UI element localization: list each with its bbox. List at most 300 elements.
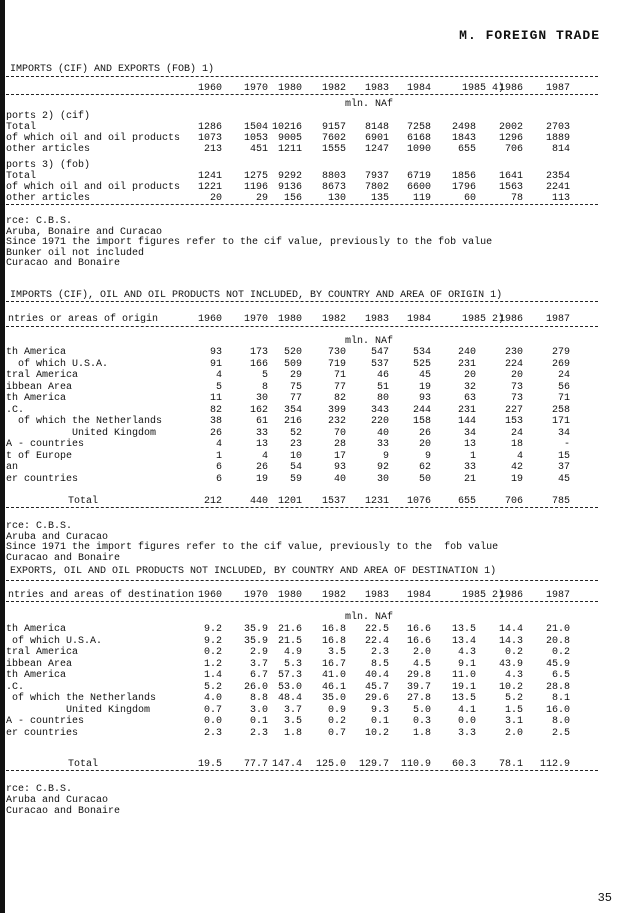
year-header: 1987 xyxy=(545,83,570,94)
table-cell: 9005 xyxy=(277,133,302,144)
table-cell: 227 xyxy=(504,404,523,416)
total-cell: 212 xyxy=(203,496,222,507)
table-cell: 33 xyxy=(463,462,476,473)
footnote: Since 1971 the import figures refer to the cif value, previously to the fob value xyxy=(6,542,499,553)
table-cell: 39.7 xyxy=(406,681,431,693)
table-cell: 706 xyxy=(504,144,523,155)
table-cell: 2498 xyxy=(451,122,476,133)
table-cell: 9.2 xyxy=(203,624,222,635)
table-cell: 279 xyxy=(551,347,570,358)
table-cell: 60 xyxy=(463,193,476,204)
table-cell: 26 xyxy=(209,427,222,439)
table-cell: 0.7 xyxy=(203,704,222,716)
table-cell: 8.0 xyxy=(551,716,570,727)
table-cell: 21 xyxy=(463,473,476,485)
table-cell: 451 xyxy=(249,144,268,155)
table-cell: 0.9 xyxy=(327,704,346,716)
table-cell: 19 xyxy=(418,381,431,393)
table-cell: 5 xyxy=(215,381,222,393)
table-cell: 3.5 xyxy=(283,716,302,727)
table-cell: 10216 xyxy=(271,122,302,133)
table-cell: 57.3 xyxy=(277,670,302,681)
footnote: Curacao and Bonaire xyxy=(6,552,121,564)
table-cell: 6.7 xyxy=(249,670,268,681)
table-cell: 29 xyxy=(289,370,302,381)
row-label: of which oil and oil products xyxy=(6,133,181,144)
table-cell: 719 xyxy=(327,358,346,370)
table-cell: 5 xyxy=(261,370,268,381)
table-title: IMPORTS (CIF) AND EXPORTS (FOB) 1) xyxy=(10,64,215,75)
row-label: th America xyxy=(6,624,67,635)
table-title: EXPORTS, OIL AND OIL PRODUCTS NOT INCLUDED, BY COUNTRY AND AREA OF DESTINATION 1) xyxy=(10,566,497,577)
table-cell: 71 xyxy=(557,393,570,404)
row-label: A - countries xyxy=(6,439,85,450)
dashed-rule xyxy=(6,580,598,581)
table-cell: 213 xyxy=(203,144,222,155)
table-cell: 2.5 xyxy=(551,727,570,739)
table-cell: 41.0 xyxy=(321,670,346,681)
table-cell: 26 xyxy=(418,427,431,439)
table-cell: 1843 xyxy=(451,133,476,144)
row-label: Total xyxy=(6,171,37,182)
table-cell: 8148 xyxy=(364,122,389,133)
table-cell: 28 xyxy=(333,439,346,450)
year-header: 1984 xyxy=(406,83,431,94)
table-cell: 1090 xyxy=(406,144,431,155)
table-cell: 130 xyxy=(327,193,346,204)
year-header: 1980 xyxy=(277,83,302,94)
table-cell: 3.3 xyxy=(457,727,476,739)
total-cell: 125.0 xyxy=(315,759,346,770)
row-label: ports 3) (fob) xyxy=(6,160,91,171)
table-cell: 53.0 xyxy=(277,681,302,693)
table-cell: 48.4 xyxy=(277,693,302,704)
row-label: United Kingdom xyxy=(6,427,157,439)
table-cell: 32 xyxy=(463,381,476,393)
year-header: 1984 xyxy=(406,590,431,601)
table-cell: 7258 xyxy=(406,122,431,133)
table-cell: 354 xyxy=(283,404,302,416)
table-cell: - xyxy=(563,439,570,450)
table-cell: 4.3 xyxy=(504,670,523,681)
table-cell: 4 xyxy=(215,370,222,381)
table-cell: 0.2 xyxy=(203,647,222,658)
table-cell: 19 xyxy=(255,473,268,485)
table-cell: 1.8 xyxy=(283,727,302,739)
table-cell: 29.6 xyxy=(364,693,389,704)
footnote: Since 1971 the import figures refer to the cif value, previously to the fob value xyxy=(6,237,493,248)
table-cell: 62 xyxy=(418,462,431,473)
table-cell: 162 xyxy=(249,404,268,416)
year-header: 1982 xyxy=(321,83,346,94)
table-cell: 20 xyxy=(510,370,523,381)
scan-binding-edge xyxy=(0,0,5,913)
footnote: Aruba and Curacao xyxy=(6,795,109,806)
table-cell: 73 xyxy=(510,393,523,404)
table-cell: 2241 xyxy=(545,182,570,193)
table-cell: 77 xyxy=(333,381,346,393)
table-cell: 34 xyxy=(557,427,570,439)
table-cell: 1796 xyxy=(451,182,476,193)
total-cell: 1231 xyxy=(364,496,389,507)
row-label: other articles xyxy=(6,144,91,155)
table-cell: 3.7 xyxy=(283,704,302,716)
table-cell: 45.7 xyxy=(364,681,389,693)
table-cell: 8.5 xyxy=(370,658,389,670)
table-cell: 15 xyxy=(557,450,570,462)
table-cell: 0.3 xyxy=(412,716,431,727)
unit-label: mln. NAf xyxy=(345,99,394,110)
table-cell: 35.9 xyxy=(243,624,268,635)
row-label: A - countries xyxy=(6,716,85,727)
table-cell: 92 xyxy=(376,462,389,473)
total-cell: 147.4 xyxy=(271,759,302,770)
table-cell: 45 xyxy=(557,473,570,485)
table-cell: 46 xyxy=(376,370,389,381)
table-cell: 21.5 xyxy=(277,635,302,647)
table-cell: 35.0 xyxy=(321,693,346,704)
footnote: Bunker oil not included xyxy=(6,247,145,259)
table-cell: 50 xyxy=(418,473,431,485)
total-cell: 1201 xyxy=(277,496,302,507)
table-cell: 21.6 xyxy=(277,624,302,635)
table-cell: 0.0 xyxy=(203,716,222,727)
year-header: 1987 xyxy=(545,590,570,601)
year-header: 1982 xyxy=(321,590,346,601)
table-cell: 2.9 xyxy=(249,647,268,658)
table-cell: 1563 xyxy=(498,182,523,193)
table-cell: 20 xyxy=(463,370,476,381)
table-cell: 525 xyxy=(412,358,431,370)
table-cell: 14.4 xyxy=(498,624,523,635)
unit-label: mln. NAf xyxy=(345,612,394,623)
table-cell: 20 xyxy=(418,439,431,450)
table-cell: 29 xyxy=(255,193,268,204)
table-cell: 16.8 xyxy=(321,635,346,647)
table-cell: 19 xyxy=(510,473,523,485)
table-cell: 4.3 xyxy=(457,647,476,658)
table-cell: 3.0 xyxy=(249,704,268,716)
table-cell: 2002 xyxy=(498,122,523,133)
table-cell: 2.0 xyxy=(504,727,523,739)
table-cell: 13.5 xyxy=(451,624,476,635)
table-cell: 1.4 xyxy=(203,670,222,681)
table-cell: 9.2 xyxy=(203,635,222,647)
table-cell: 1211 xyxy=(277,144,302,155)
table-cell: 16.8 xyxy=(321,624,346,635)
table-cell: 7937 xyxy=(364,171,389,182)
table-cell: 1073 xyxy=(197,133,222,144)
table-cell: 1296 xyxy=(498,133,523,144)
table-cell: 28.8 xyxy=(545,681,570,693)
page-number: 35 xyxy=(597,891,612,905)
table-cell: 6.5 xyxy=(551,670,570,681)
dashed-rule xyxy=(6,204,598,205)
year-header: 1987 xyxy=(545,314,570,325)
table-cell: 1286 xyxy=(197,122,222,133)
row-label: ports 2) (cif) xyxy=(6,111,91,122)
table-cell: 231 xyxy=(457,358,476,370)
total-cell: 77.7 xyxy=(243,759,268,770)
row-label: Total xyxy=(6,122,37,133)
table-cell: 6 xyxy=(215,473,222,485)
table-cell: 70 xyxy=(333,427,346,439)
row-label: of which U.S.A. xyxy=(6,635,103,647)
table-cell: 93 xyxy=(333,462,346,473)
table-cell: 5.2 xyxy=(504,693,523,704)
row-label: er countries xyxy=(6,473,79,485)
table-cell: 26 xyxy=(255,462,268,473)
table-cell: 153 xyxy=(504,416,523,427)
table-cell: 61 xyxy=(255,416,268,427)
table-cell: 52 xyxy=(289,427,302,439)
table-cell: 520 xyxy=(283,347,302,358)
table-cell: 8673 xyxy=(321,182,346,193)
table-cell: 37 xyxy=(557,462,570,473)
table-cell: 1275 xyxy=(243,171,268,182)
table-cell: 9 xyxy=(424,450,431,462)
footnote: rce: C.B.S. xyxy=(6,216,73,227)
year-header: 1970 xyxy=(243,590,268,601)
table-cell: 21.0 xyxy=(545,624,570,635)
year-header: 1983 xyxy=(364,590,389,601)
table-cell: 8.8 xyxy=(249,693,268,704)
year-header: 1984 xyxy=(406,314,431,325)
total-cell: 785 xyxy=(551,496,570,507)
dashed-rule xyxy=(6,770,598,771)
table-cell: 5.3 xyxy=(283,658,302,670)
table-cell: 1 xyxy=(215,450,222,462)
year-header: 1980 xyxy=(277,314,302,325)
table-cell: 29.8 xyxy=(406,670,431,681)
table-cell: 82 xyxy=(333,393,346,404)
table-cell: 93 xyxy=(418,393,431,404)
table-cell: 2.3 xyxy=(370,647,389,658)
year-header: 1986 xyxy=(498,314,523,325)
total-cell: 1537 xyxy=(321,496,346,507)
dashed-rule xyxy=(6,76,598,77)
table-cell: 14.3 xyxy=(498,635,523,647)
total-cell: 655 xyxy=(457,496,476,507)
table-cell: 13.5 xyxy=(451,693,476,704)
table-cell: 40 xyxy=(376,427,389,439)
table-cell: 10.2 xyxy=(498,681,523,693)
table-cell: 3.5 xyxy=(327,647,346,658)
table-cell: 13.4 xyxy=(451,635,476,647)
table-cell: 244 xyxy=(412,404,431,416)
table-cell: 0.7 xyxy=(327,727,346,739)
table-cell: 20.8 xyxy=(545,635,570,647)
row-label: th America xyxy=(6,393,67,404)
table-cell: 216 xyxy=(283,416,302,427)
stub-header: ntries or areas of origin xyxy=(8,314,159,325)
table-cell: 1.8 xyxy=(412,727,431,739)
footnote: Curacao and Bonaire xyxy=(6,806,121,817)
table-cell: 537 xyxy=(370,358,389,370)
table-cell: 13 xyxy=(463,439,476,450)
total-cell: 60.3 xyxy=(451,759,476,770)
table-cell: 2.3 xyxy=(203,727,222,739)
table-cell: 33 xyxy=(376,439,389,450)
table-cell: 24 xyxy=(557,370,570,381)
row-label: tral America xyxy=(6,647,79,658)
table-cell: 230 xyxy=(504,347,523,358)
table-cell: 1.5 xyxy=(504,704,523,716)
table-cell: 80 xyxy=(376,393,389,404)
table-cell: 78 xyxy=(510,193,523,204)
table-cell: 2.0 xyxy=(412,647,431,658)
table-cell: 8 xyxy=(261,381,268,393)
table-cell: 7602 xyxy=(321,133,346,144)
table-cell: 40.4 xyxy=(364,670,389,681)
table-cell: 1889 xyxy=(545,133,570,144)
row-label: an xyxy=(6,462,19,473)
total-cell: 112.9 xyxy=(539,759,570,770)
table-cell: 6600 xyxy=(406,182,431,193)
dashed-rule xyxy=(6,601,598,602)
footnote: Curacao and Bonaire xyxy=(6,258,121,269)
table-cell: 1555 xyxy=(321,144,346,155)
table-cell: 9 xyxy=(382,450,389,462)
table-cell: 6168 xyxy=(406,133,431,144)
year-header: 1985 4) xyxy=(461,83,504,94)
table-cell: 1053 xyxy=(243,133,268,144)
footnote: Aruba, Bonaire and Curacao xyxy=(6,226,163,238)
table-cell: 34 xyxy=(463,427,476,439)
table-cell: 10.2 xyxy=(364,727,389,739)
year-header: 1960 xyxy=(197,590,222,601)
year-header: 1985 2) xyxy=(461,590,504,601)
table-cell: 240 xyxy=(457,347,476,358)
table-cell: 655 xyxy=(457,144,476,155)
table-cell: 814 xyxy=(551,144,570,155)
table-cell: 232 xyxy=(327,416,346,427)
total-label: Total xyxy=(68,496,99,507)
year-header: 1960 xyxy=(197,83,222,94)
table-cell: 82 xyxy=(209,404,222,416)
table-cell: 59 xyxy=(289,473,302,485)
table-cell: 4.9 xyxy=(283,647,302,658)
table-cell: 1 xyxy=(469,450,476,462)
table-cell: 6 xyxy=(215,462,222,473)
table-cell: 11 xyxy=(209,393,222,404)
table-cell: 1241 xyxy=(197,171,222,182)
table-cell: 9157 xyxy=(321,122,346,133)
table-cell: 0.0 xyxy=(457,716,476,727)
total-cell: 19.5 xyxy=(197,759,222,770)
table-cell: 1247 xyxy=(364,144,389,155)
table-cell: 27.8 xyxy=(406,693,431,704)
table-title: IMPORTS (CIF), OIL AND OIL PRODUCTS NOT INCLUDED, BY COUNTRY AND AREA OF ORIGIN 1) xyxy=(10,290,503,301)
table-cell: 22.5 xyxy=(364,624,389,635)
row-label: of which oil and oil products xyxy=(6,182,181,193)
total-cell: 440 xyxy=(249,496,268,507)
table-cell: 19.1 xyxy=(451,681,476,693)
year-header: 1980 xyxy=(277,590,302,601)
table-cell: 24 xyxy=(510,427,523,439)
table-cell: 1.2 xyxy=(203,658,222,670)
table-cell: 343 xyxy=(370,404,389,416)
table-cell: 11.0 xyxy=(451,670,476,681)
table-cell: 220 xyxy=(370,416,389,427)
table-cell: 0.1 xyxy=(249,716,268,727)
table-cell: 534 xyxy=(412,347,431,358)
total-cell: 78.1 xyxy=(498,759,523,770)
table-cell: 4.0 xyxy=(203,693,222,704)
dashed-rule xyxy=(6,94,598,95)
table-cell: 171 xyxy=(551,416,570,427)
table-cell: 231 xyxy=(457,404,476,416)
dashed-rule xyxy=(6,507,598,508)
total-cell: 110.9 xyxy=(400,759,431,770)
table-cell: 35.9 xyxy=(243,635,268,647)
table-cell: 56 xyxy=(557,381,570,393)
table-cell: 16.6 xyxy=(406,624,431,635)
table-cell: 6901 xyxy=(364,133,389,144)
row-label: th America xyxy=(6,670,67,681)
table-cell: 75 xyxy=(289,381,302,393)
table-cell: 8.1 xyxy=(551,693,570,704)
table-cell: 1221 xyxy=(197,182,222,193)
unit-label: mln. NAf xyxy=(345,336,394,347)
table-cell: 8803 xyxy=(321,171,346,182)
table-cell: 3.7 xyxy=(249,658,268,670)
table-cell: 509 xyxy=(283,358,302,370)
table-cell: 258 xyxy=(551,404,570,416)
row-label: of which the Netherlands xyxy=(6,416,163,427)
table-cell: 26.0 xyxy=(243,681,268,693)
table-cell: 0.1 xyxy=(370,716,389,727)
table-cell: 1504 xyxy=(243,122,268,133)
table-cell: 42 xyxy=(510,462,523,473)
table-cell: 45.9 xyxy=(545,658,570,670)
row-label: th America xyxy=(6,347,67,358)
table-cell: 6719 xyxy=(406,171,431,182)
table-cell: 547 xyxy=(370,347,389,358)
table-cell: 173 xyxy=(249,347,268,358)
row-label: other articles xyxy=(6,193,91,204)
table-cell: 91 xyxy=(209,358,222,370)
table-cell: 43.9 xyxy=(498,658,523,670)
table-cell: 51 xyxy=(376,381,389,393)
section-header: M. FOREIGN TRADE xyxy=(459,28,600,43)
table-cell: 5.2 xyxy=(203,681,222,693)
table-cell: 166 xyxy=(249,358,268,370)
table-cell: 46.1 xyxy=(321,681,346,693)
table-cell: 0.2 xyxy=(504,647,523,658)
footnote: rce: C.B.S. xyxy=(6,784,73,795)
row-label: t of Europe xyxy=(6,450,73,462)
table-cell: 3.1 xyxy=(504,716,523,727)
dashed-rule xyxy=(6,326,598,327)
year-header: 1983 xyxy=(364,83,389,94)
table-cell: 33 xyxy=(255,427,268,439)
table-cell: 113 xyxy=(551,193,570,204)
table-cell: 2354 xyxy=(545,171,570,182)
table-cell: 399 xyxy=(327,404,346,416)
year-header: 1970 xyxy=(243,83,268,94)
table-cell: 45 xyxy=(418,370,431,381)
table-cell: 22.4 xyxy=(364,635,389,647)
row-label: of which U.S.A. xyxy=(6,358,109,370)
table-cell: 38 xyxy=(209,416,222,427)
year-header: 1970 xyxy=(243,314,268,325)
table-cell: 4 xyxy=(261,450,268,462)
table-cell: 30 xyxy=(376,473,389,485)
table-cell: 16.0 xyxy=(545,704,570,716)
table-cell: 4 xyxy=(516,450,523,462)
table-cell: 17 xyxy=(333,450,346,462)
